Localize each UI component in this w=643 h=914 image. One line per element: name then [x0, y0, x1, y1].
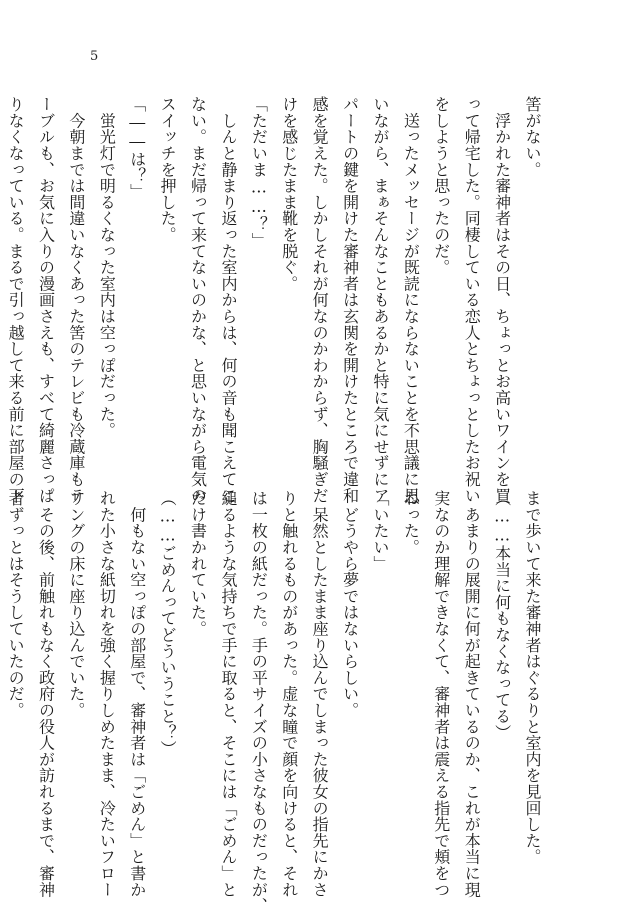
upper-text-line: パートの鍵を開けた審神者は玄関を開けたところで違和 — [340, 96, 360, 504]
lower-text-line: （……本当に何もなくなってる） — [492, 490, 512, 741]
lower-text-line: （……ごめんってどういうこと？） — [158, 490, 178, 757]
lower-text-line: あまりの展開に何が起きているのか、これが本当に現 — [462, 490, 482, 898]
lower-text-line: 呆然としたまま座り込んでしまった彼女の指先にかさ — [310, 490, 330, 898]
lower-text-line: リングの床に座り込んでいた。 — [66, 490, 86, 719]
lower-text-line: どうやら夢ではないらしい。 — [340, 490, 360, 719]
upper-text-line: 蛍光灯で明るくなった室内は空っぽだった。 — [97, 96, 117, 439]
upper-text-line: りなくなっている。まるで引っ越して来る前に部屋の下 — [6, 96, 26, 504]
lower-text-line: 何もない空っぽの部屋で、審神者は「ごめん」と書か — [127, 490, 147, 898]
lower-text-line: 「いたい」 — [370, 490, 390, 572]
upper-text-line: 「――は？」 — [127, 96, 147, 200]
lower-text-line: 者ずっとはそうしていたのだ。 — [6, 490, 26, 719]
lower-text-line: その後、前触れもなく政府の役人が訪れるまで、審神 — [36, 490, 56, 898]
page-number: 5 — [90, 49, 99, 64]
upper-text-line: ない。まだ帰って来てないのかな、と思いながら電気の — [188, 96, 208, 504]
upper-text-block — [0, 96, 547, 504]
lower-text-line: れた小さな紙切れを強く握りしめたまま、冷たいフロー — [97, 490, 117, 898]
upper-text-line: けを感じたまま靴を脱ぐ。 — [279, 96, 299, 292]
upper-text-line: しんと静まり返った室内からは、何の音も聞こえてこ — [218, 96, 238, 504]
upper-text-line: ーブルも、お気に入りの漫画さえも、すべて綺麗さっぱ — [36, 96, 56, 504]
lower-text-line: りと触れるものがあった。虚な瞳で顔を向けると、それ — [279, 490, 299, 898]
upper-text-line: 送ったメッセージが既読にならないことを不思議に思 — [401, 96, 421, 504]
upper-text-line: って帰宅した。同棲している恋人とちょっとしたお祝い — [462, 96, 482, 504]
lower-text-line: 縋るような気持ちで手に取ると、そこには「ごめん」と — [218, 490, 238, 898]
upper-text-line: をしようと思ったのだ。 — [431, 96, 451, 276]
upper-text-line: 筈がない。 — [523, 96, 542, 178]
lower-text-block — [0, 490, 547, 914]
lower-text-line: 実なのか理解できなくて、審神者は震える指先で頬をつ — [431, 490, 451, 898]
upper-text-line: いながら、まぁそんなこともあるかと特に気にせずにア — [370, 96, 390, 504]
upper-text-line: 今朝までは間違いなくあった筈のテレビも冷蔵庫もテ — [66, 96, 86, 504]
lower-text-line: まで歩いて来た審神者はぐるりと室内を見回した。 — [523, 490, 542, 865]
lower-text-line: は一枚の紙だった。手の平サイズの小さなものだったが、 — [249, 490, 269, 914]
lower-text-line: だけ書かれていた。 — [188, 490, 208, 637]
upper-text-line: スイッチを押した。 — [158, 96, 178, 243]
upper-text-line: 「ただいま……？」 — [249, 96, 269, 249]
upper-text-line: 浮かれた審神者はその日、ちょっとお高いワインを買 — [492, 96, 512, 504]
upper-text-line: 感を覚えた。しかしそれが何なのかわからず、胸騒ぎだ — [310, 96, 330, 504]
lower-text-line: ねった。 — [401, 490, 421, 556]
